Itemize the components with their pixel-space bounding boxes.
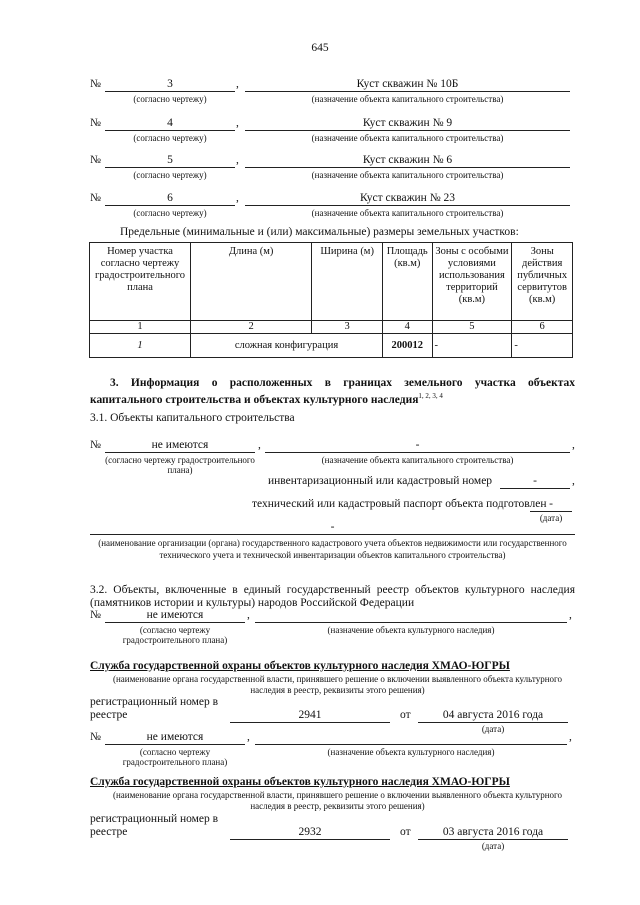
table-col-number: 2 (191, 321, 312, 334)
caption-purpose: (назначение объекта культурного наследия) (327, 625, 495, 635)
table-header: Зоны с особыми условиями использования территорий (кв.м) (432, 243, 512, 321)
inventory-label: инвентаризационный или кадастровый номер (268, 475, 493, 487)
plot-number: 5 (167, 154, 173, 166)
from-label: от (400, 709, 411, 721)
plot-number: 3 (167, 78, 173, 90)
date-caption: (дата) (481, 724, 505, 734)
plot-number: 4 (167, 117, 173, 129)
caption-purpose: (назначение объекта капитального строительства) (311, 170, 504, 180)
table-header: Длина (м) (191, 243, 312, 321)
caption-drawing: (согласно чертежу) (133, 133, 207, 143)
number-sign: № (90, 439, 101, 451)
caption-drawing: (согласно чертежу) (133, 94, 207, 104)
object-value: не имеются (146, 609, 204, 621)
plot-purpose: Куст скважин № 9 (362, 117, 453, 129)
section3-title-text: 3. Информация о расположенных в границах земельного участка объектах капитального строительства и объектах культурного наследия (90, 377, 575, 406)
object-purpose: - (415, 439, 420, 451)
org-caption: (наименование организации (органа) государственного кадастрового учета объектов недвижимости или государственного технического учета и технической инвентаризации объектов капитального строительства) (98, 538, 567, 560)
section3-title (90, 377, 575, 407)
table-header: Площадь (кв.м) (383, 243, 433, 321)
caption-drawing: (согласно чертежу) (133, 208, 207, 218)
inventory-value: - (533, 475, 537, 487)
object-value: не имеются (146, 731, 204, 743)
number-sign: № (90, 192, 101, 204)
reg-number: 2941 (298, 709, 322, 721)
caption-purpose: (назначение объекта капитального строительства) (311, 94, 504, 104)
table-col-number: 5 (432, 321, 512, 334)
table-col-number: 4 (383, 321, 433, 334)
authority-name: Служба государственной охраны объектов культурного наследия ХМАО-ЮГРЫ (90, 776, 510, 788)
number-sign: № (90, 78, 101, 90)
table-cell: сложная конфигурация (191, 334, 383, 358)
table-col-number: 3 (312, 321, 383, 334)
authority-caption: (наименование органа государственной власти, принявшего решение о включении выявленного объекта культурного наследия в реестр, реквизиты этого решения) (112, 674, 563, 695)
authority-name: Служба государственной охраны объектов культурного наследия ХМАО-ЮГРЫ (90, 660, 510, 672)
table-header: Номер участка согласно чертежу градостроительного плана (90, 243, 191, 321)
footnote-marks: 1, 2, 3, 4 (418, 392, 443, 400)
plot-purpose: Куст скважин № 10Б (356, 78, 459, 90)
table-cell: - (512, 334, 573, 358)
page-number: 645 (311, 42, 329, 54)
section31-title: 3.1. Объекты капитального строительства (90, 412, 295, 424)
number-sign: № (90, 154, 101, 166)
reg-label: регистрационный номер в реестре (90, 813, 219, 838)
caption-purpose: (назначение объекта капитального строительства) (311, 208, 504, 218)
reg-label: регистрационный номер в реестре (90, 696, 219, 721)
passport-date: - (549, 498, 553, 510)
table-cell: - (432, 334, 512, 358)
table-header: Зоны действия публичных сервитутов (кв.м) (512, 243, 573, 321)
caption-drawing: (согласно чертежу градостроительного плана) (122, 625, 228, 645)
from-label: от (400, 826, 411, 838)
table-cell: 200012 (383, 334, 433, 358)
table-header: Ширина (м) (312, 243, 383, 321)
caption-drawing: (согласно чертежу градостроительного плана) (105, 455, 255, 475)
caption-drawing: (согласно чертежу) (133, 170, 207, 180)
date-caption: (дата) (481, 841, 505, 851)
number-sign: № (90, 731, 101, 743)
caption-purpose: (назначение объекта капитального строительства) (321, 455, 514, 465)
org-value: - (330, 521, 335, 533)
passport-label: технический или кадастровый паспорт объекта подготовлен (252, 498, 547, 510)
table-col-number: 6 (512, 321, 573, 334)
number-sign: № (90, 117, 101, 129)
reg-date: 04 августа 2016 года (442, 709, 544, 721)
caption-purpose: (назначение объекта культурного наследия) (327, 747, 495, 757)
reg-number: 2932 (298, 826, 322, 838)
number-sign: № (90, 609, 101, 621)
table-row (90, 334, 573, 358)
authority-caption: (наименование органа государственной власти, принявшего решение о включении выявленного объекта культурного наследия в реестр, реквизиты этого решения) (112, 790, 563, 811)
reg-date: 03 августа 2016 года (442, 826, 544, 838)
table-cell: 1 (90, 334, 191, 358)
plot-purpose: Куст скважин № 6 (362, 154, 453, 166)
section32-title: 3.2. Объекты, включенные в единый государственный реестр объектов культурного наследия (памятников истории и культуры) народов Российской Федерации (90, 584, 575, 609)
sizes-heading: Предельные (минимальные и (или) максимальные) размеры земельных участков: (120, 226, 519, 238)
plot-number: 6 (167, 192, 173, 204)
sizes-table (89, 242, 573, 358)
table-col-number: 1 (90, 321, 191, 334)
caption-drawing: (согласно чертежу градостроительного плана) (122, 747, 228, 767)
date-caption: (дата) (539, 513, 563, 523)
caption-purpose: (назначение объекта капитального строительства) (311, 133, 504, 143)
plot-purpose: Куст скважин № 23 (359, 192, 456, 204)
object-value: не имеются (151, 439, 209, 451)
